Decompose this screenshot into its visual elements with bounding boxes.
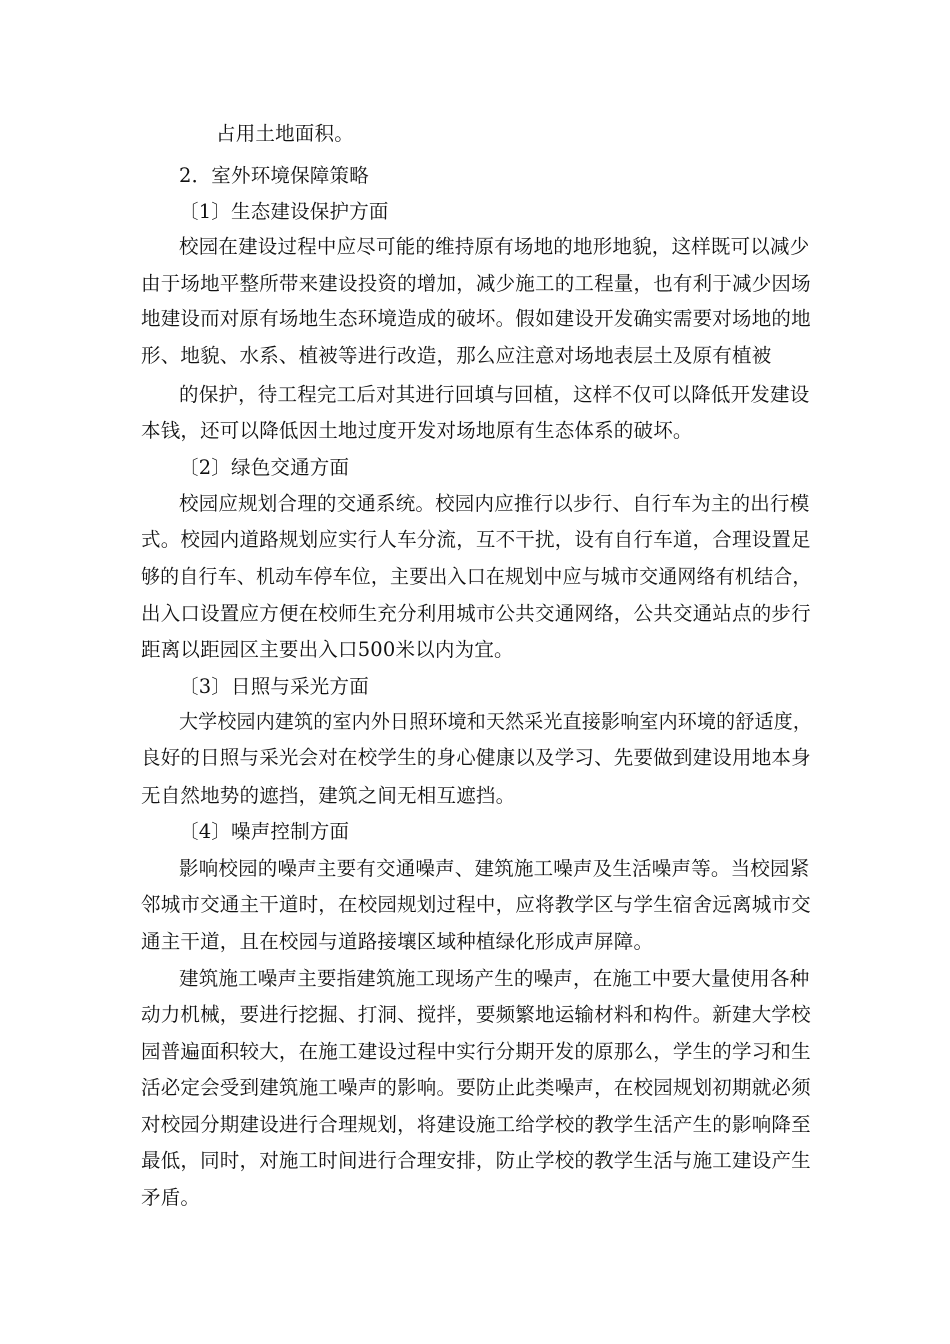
text-line: 由于场地平整所带来建设投资的增加，减少施工的工程量，也有利于减少因场	[141, 272, 811, 295]
text-line: 本钱，还可以降低因土地过度开发对场地原有生态体系的破坏。	[141, 419, 693, 442]
text-line: 良好的日照与采光会对在校学生的身心健康以及学习、先要做到建设用地本身	[141, 746, 811, 769]
text-line: 园普遍面积较大，在施工建设过程中实行分期开发的原那么，学生的学习和生	[141, 1040, 811, 1063]
text-line: 占用土地面积。	[216, 122, 354, 145]
text-line: 活必定会受到建筑施工噪声的影响。要防止此类噪声，在校园规划初期就必须	[141, 1076, 811, 1099]
text-line: 矛盾。	[141, 1186, 201, 1209]
subsection-heading: 〔3〕日照与采光方面	[179, 675, 369, 698]
text-line: 的保护，待工程完工后对其进行回填与回植，这样不仅可以降低开发建设	[179, 383, 810, 406]
text-line: 校园在建设过程中应尽可能的维持原有场地的地形地貌，这样既可以减少	[179, 235, 810, 258]
text-line: 校园应规划合理的交通系统。校园内应推行以步行、自行车为主的出行模	[179, 492, 810, 515]
text-line: 建筑施工噪声主要指建筑施工现场产生的噪声，在施工中要大量使用各种	[179, 967, 810, 990]
text-line: 影响校园的噪声主要有交通噪声、建筑施工噪声及生活噪声等。当校园紧	[179, 857, 810, 880]
subsection-heading: 〔4〕噪声控制方面	[179, 820, 350, 843]
text-line: 式。校园内道路规划应实行人车分流，互不干扰，设有自行车道，合理设置足	[141, 528, 811, 551]
text-line: 距离以距园区主要出入口500米以内为宜。	[141, 638, 514, 661]
text-line: 通主干道，且在校园与道路接壤区域种植绿化形成声屏障。	[141, 930, 654, 953]
text-line: 最低，同时，对施工时间进行合理安排，防止学校的教学生活与施工建设产生	[141, 1149, 811, 1172]
text-line: 够的自行车、机动车停车位，主要出入口在规划中应与城市交通网络有机结合，	[141, 565, 812, 588]
text-line: 动力机械，要进行挖掘、打洞、搅拌，要频繁地运输材料和构件。新建大学校	[141, 1003, 811, 1026]
text-line: 无自然地势的遮挡，建筑之间无相互遮挡。	[141, 784, 516, 807]
subsection-heading: 〔2〕绿色交通方面	[179, 456, 350, 479]
text-line: 形、地貌、水系、植被等进行改造，那么应注意对场地表层土及原有植被	[141, 344, 772, 367]
text-line: 地建设而对原有场地生态环境造成的破坏。假如建设开发确实需要对场地的地	[141, 307, 811, 330]
text-line: 邻城市交通主干道时，在校园规划过程中，应将教学区与学生宿舍远离城市交	[141, 893, 811, 916]
text-line: 出入口设置应方便在校师生充分利用城市公共交通网络，公共交通站点的步行	[141, 602, 811, 625]
subsection-heading: 〔1〕生态建设保护方面	[179, 200, 389, 223]
text-line: 大学校园内建筑的室内外日照环境和天然采光直接影响室内环境的舒适度，	[179, 710, 813, 733]
text-line: 对校园分期建设进行合理规划，将建设施工给学校的教学生活产生的影响降至	[141, 1113, 811, 1136]
section-heading: 2．室外环境保障策略	[179, 164, 369, 187]
